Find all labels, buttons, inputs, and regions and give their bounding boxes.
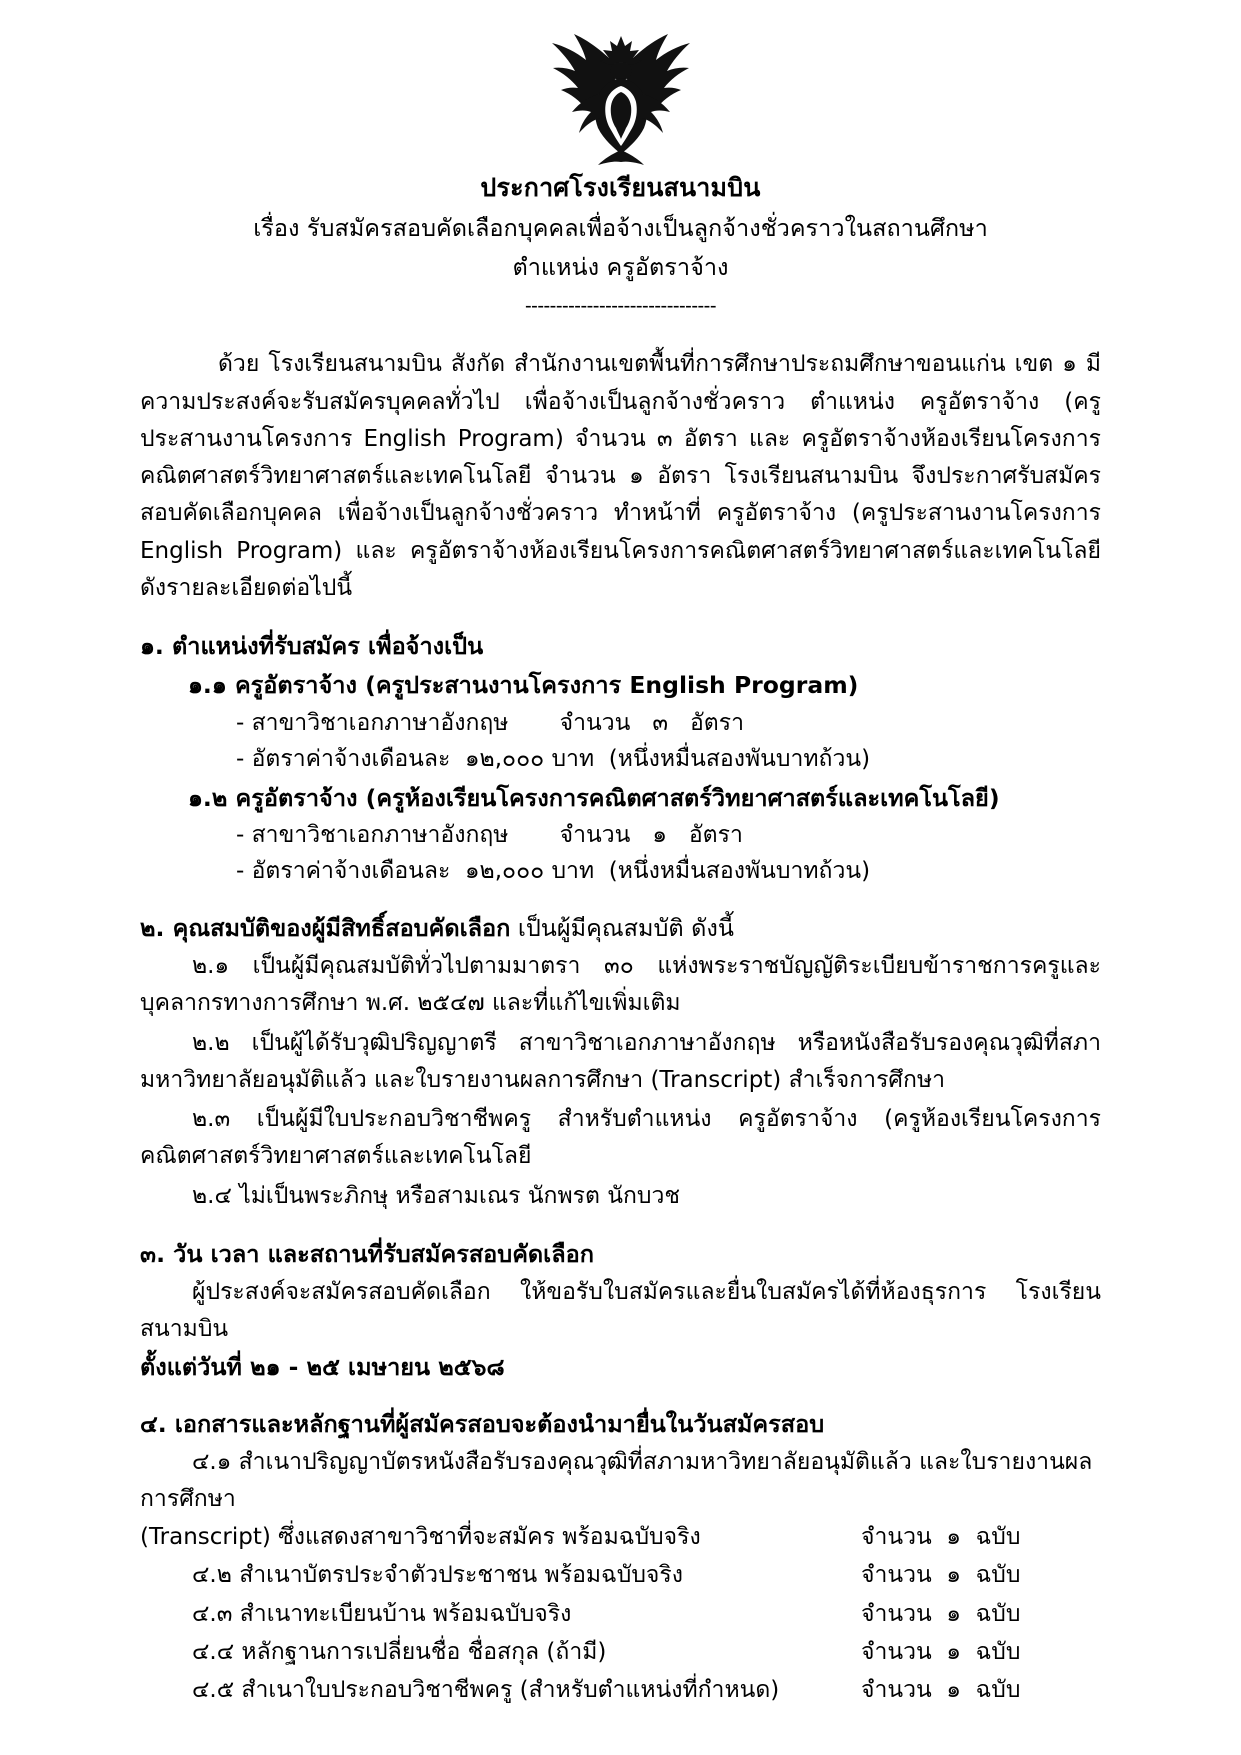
document-item-2 [140, 1557, 1101, 1593]
section-2 [140, 911, 1101, 1215]
document-item-5-label: ๔.๕ สำเนาใบประกอบวิชาชีพครู (สำหรับตำแหน่งที่กำหนด) [192, 1677, 780, 1704]
application-date-range: ตั้งแต่วันที่ ๒๑ - ๒๕ เมษายน ๒๕๖๘ [140, 1352, 505, 1381]
intro-paragraph: ด้วย โรงเรียนสนามบิน สังกัด สำนักงานเขตพื้นที่การศึกษาประถมศึกษาขอนแก่น เขต ๑ มีความประสงค์จะรับสมัครบุคคลทั่วไป เพื่อจ้างเป็นลูกจ้างชั่วคราว ตำแหน่ง ครูอัตราจ้าง (ครูประสานงานโครงการ English Program) จำนวน ๓ อัตรา และ ครูอัตราจ้างห้องเรียนโครงการคณิตศาสตร์วิทยาศาสตร์และเทคโนโลยี จำนวน ๑ อัตรา โรงเรียนสนามบิน จึงประกาศรับสมัครสอบคัดเลือกบุคคล เพื่อจ้างเป็นลูกจ้างชั่วคราว ทำหน้าที่ ครูอัตราจ้าง (ครูประสานงานโครงการ English Program) และ ครูอัตราจ้างห้องเรียนโครงการคณิตศาสตร์วิทยาศาสตร์และเทคโนโลยี ดังรายละเอียดต่อไปนี้ [140, 351, 1101, 601]
emblem-container [140, 0, 1101, 155]
section-2-item-2: ๒.๒ เป็นผู้ได้รับวุฒิปริญญาตรี สาขาวิชาเอกภาษาอังกฤษ หรือหนังสือรับรองคุณวุฒิที่สภามหาวิทยาลัยอนุมัติแล้ว และใบรายงานผลการศึกษา (Transcript) สำเร็จการศึกษา [140, 1029, 1101, 1093]
section-4 [140, 1407, 1101, 1709]
document-item-1-line-1: ๔.๑ สำเนาปริญญาบัตรหนังสือรับรองคุณวุฒิที่สภามหาวิทยาลัยอนุมัติแล้ว และใบรายงานผลการศึกษา [140, 1449, 1093, 1512]
garuda-emblem-icon [546, 26, 696, 166]
section-3-body: ผู้ประสงค์จะสมัครสอบคัดเลือก ให้ขอรับใบสมัครและยื่นใบสมัครได้ที่ห้องธุรการ โรงเรียนสนามบิน [140, 1279, 1101, 1343]
section-3-heading: ๓. วัน เวลา และสถานที่รับสมัครสอบคัดเลือก [140, 1239, 594, 1268]
section-2-heading-normal: เป็นผู้มีคุณสมบัติ ดังนี้ [510, 913, 734, 942]
section-1 [140, 629, 1101, 889]
document-item-4-label: ๔.๔ หลักฐานการเปลี่ยนชื่อ ชื่อสกุล (ถ้ามี) [192, 1638, 607, 1665]
document-item-2-label: ๔.๒ สำเนาบัตรประจำตัวประชาชน พร้อมฉบับจริง [192, 1562, 683, 1589]
document-item-4 [140, 1634, 1101, 1670]
document-subject: เรื่อง รับสมัครสอบคัดเลือกบุคคลเพื่อจ้างเป็นลูกจ้างชั่วคราวในสถานศึกษา [253, 213, 988, 242]
section-1-2-line-1: - สาขาวิชาเอกภาษาอังกฤษ จำนวน ๑ อัตรา [236, 821, 743, 848]
section-2-item-1: ๒.๑ เป็นผู้มีคุณสมบัติทั่วไปตามมาตรา ๓๐ แห่งพระราชบัญญัติระเบียบข้าราชการครูและบุคลากรทางการศึกษา พ.ศ. ๒๕๔๗ และที่แก้ไขเพิ่มเติม [140, 953, 1101, 1017]
document-item-3-label: ๔.๓ สำเนาทะเบียนบ้าน พร้อมฉบับจริง [192, 1600, 572, 1627]
document-item-3-qty: จำนวน ๑ ฉบับ [861, 1600, 1021, 1627]
section-2-heading [140, 911, 1101, 946]
page-title: ประกาศโรงเรียนสนามบิน [480, 173, 761, 202]
section-1-heading: ๑. ตำแหน่งที่รับสมัคร เพื่อจ้างเป็น [140, 632, 484, 661]
section-2-item-4: ๒.๔ ไม่เป็นพระภิกษุ หรือสามเณร นักพรต นักบวช [192, 1182, 681, 1209]
document-item-1-qty: จำนวน ๑ ฉบับ [861, 1523, 1021, 1550]
document-header [140, 169, 1101, 318]
divider: ------------------------------- [525, 295, 716, 318]
document-item-3 [140, 1596, 1101, 1632]
section-1-2-line-2: - อัตราค่าจ้างเดือนละ ๑๒,๐๐๐ บาท (หนึ่งหมื่นสองพันบาทถ้วน) [236, 858, 871, 885]
section-1-1-line-2: - อัตราค่าจ้างเดือนละ ๑๒,๐๐๐ บาท (หนึ่งหมื่นสองพันบาทถ้วน) [236, 746, 871, 773]
document-item-5 [140, 1672, 1101, 1708]
section-4-heading: ๔. เอกสารและหลักฐานที่ผู้สมัครสอบจะต้องนำมายื่นในวันสมัครสอบ [140, 1410, 825, 1439]
document-item-4-qty: จำนวน ๑ ฉบับ [861, 1638, 1021, 1665]
section-3 [140, 1237, 1101, 1385]
document-position: ตำแหน่ง ครูอัตราจ้าง [512, 252, 729, 281]
section-2-heading-bold: ๒. คุณสมบัติของผู้มีสิทธิ์สอบคัดเลือก [140, 913, 511, 942]
document-item-1-label: (Transcript) ซึ่งแสดงสาขาวิชาที่จะสมัคร พร้อมฉบับจริง [140, 1523, 701, 1550]
section-1-2-heading: ๑.๒ ครูอัตราจ้าง (ครูห้องเรียนโครงการคณิตศาสตร์วิทยาศาสตร์และเทคโนโลยี) [188, 783, 1000, 812]
section-1-1-heading: ๑.๑ ครูอัตราจ้าง (ครูประสานงานโครงการ English Program) [188, 671, 859, 700]
section-2-item-3: ๒.๓ เป็นผู้มีใบประกอบวิชาชีพครู สำหรับตำแหน่ง ครูอัตราจ้าง (ครูห้องเรียนโครงการคณิตศาสตร์วิทยาศาสตร์และเทคโนโลยี [140, 1106, 1101, 1170]
section-1-1-line-1: - สาขาวิชาเอกภาษาอังกฤษ จำนวน ๓ อัตรา [236, 709, 744, 736]
document-item-2-qty: จำนวน ๑ ฉบับ [861, 1562, 1021, 1589]
document-item-5-qty: จำนวน ๑ ฉบับ [861, 1677, 1021, 1704]
document-item-1 [140, 1519, 1101, 1555]
